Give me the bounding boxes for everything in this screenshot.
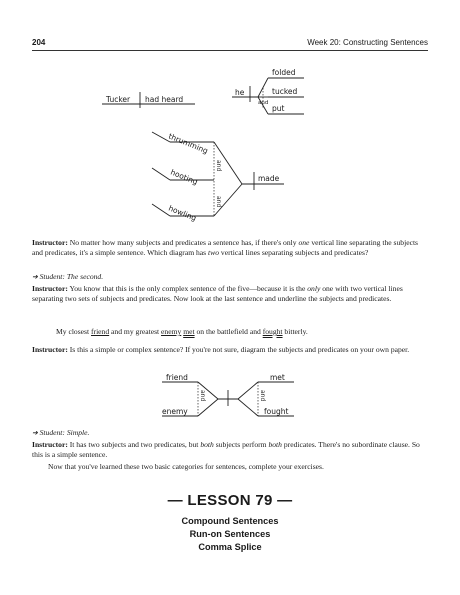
running-title: Week 20: Constructing Sentences <box>307 38 428 47</box>
diagram4-subject2: enemy <box>162 407 188 416</box>
arrow-icon: ➔ <box>32 273 40 281</box>
diagram2-verb3: put <box>272 104 285 113</box>
diagram1-verb: had heard <box>145 95 184 104</box>
diagram-tucker <box>100 88 200 110</box>
diagram4-conj1: and <box>199 390 206 402</box>
lesson-title: — LESSON 79 — <box>167 492 293 509</box>
student-answer-2: ➔ Student: Simple. <box>32 428 90 437</box>
diagram-he <box>230 62 310 120</box>
closing-paragraph: Now that you've learned these two basic categories for sentences, complete your exercises. <box>48 462 324 471</box>
diagram1-subject: Tucker <box>106 95 131 104</box>
diagram4-subject1: friend <box>166 373 188 382</box>
diagram4-verb1: met <box>270 373 285 382</box>
instructor-paragraph-3: Instructor: Is this a simple or complex sentence? If you're not sure, diagram the subjects and predicates on your own paper. <box>32 345 410 354</box>
diagram-thrumming <box>150 124 290 232</box>
diagram3-subject1: thrumming <box>167 131 210 156</box>
page-number: 204 <box>32 38 46 47</box>
arrow-icon: ➔ <box>32 429 40 437</box>
header-rule <box>32 50 428 51</box>
lesson-subtitle-2: Run-on Sentences <box>189 529 271 539</box>
student-answer-1: ➔ Student: The second. <box>32 272 104 281</box>
lesson-subtitle-3: Comma Splice <box>198 542 262 552</box>
instructor-paragraph-1: Instructor: No matter how many subjects and predicates a sentence has, if there's only one vertical line separating the subjects and predicates, it's a simple sentence. Which diagram has two vertical lines separating subjects and predicates? <box>32 238 419 258</box>
diagram3-verb: made <box>258 174 280 183</box>
diagram4-verb2: fought <box>264 407 289 416</box>
example-sentence: My closest friend and my greatest enemy met on the battlefield and fought bitterly. <box>56 327 308 336</box>
diagram2-verb1: folded <box>272 68 296 77</box>
diagram3-subject3: howling <box>167 203 198 223</box>
instructor-paragraph-4: Instructor: It has two subjects and two predicates, but both subjects perform both predicates. There's no subordinate clause. So this is a simple sentence. <box>32 440 420 460</box>
diagram-friend-enemy <box>158 370 298 426</box>
diagram4-conj2: and <box>259 390 266 402</box>
diagram2-verb2: tucked <box>272 87 298 96</box>
instructor-paragraph-2: Instructor: You know that this is the only complex sentence of the five—because it is the only one with two vertical lines separating two sets of subjects and predicates. Now look at the last sentence and underline the subjects and predicates. <box>32 284 403 304</box>
diagram3-conj1: and <box>215 160 222 172</box>
lesson-subtitle-1: Compound Sentences <box>181 516 279 526</box>
diagram2-conj: and <box>258 100 269 106</box>
diagram3-subject2: hooting <box>169 167 200 187</box>
diagram2-subject: he <box>235 88 245 97</box>
diagram3-conj2: and <box>215 196 222 208</box>
